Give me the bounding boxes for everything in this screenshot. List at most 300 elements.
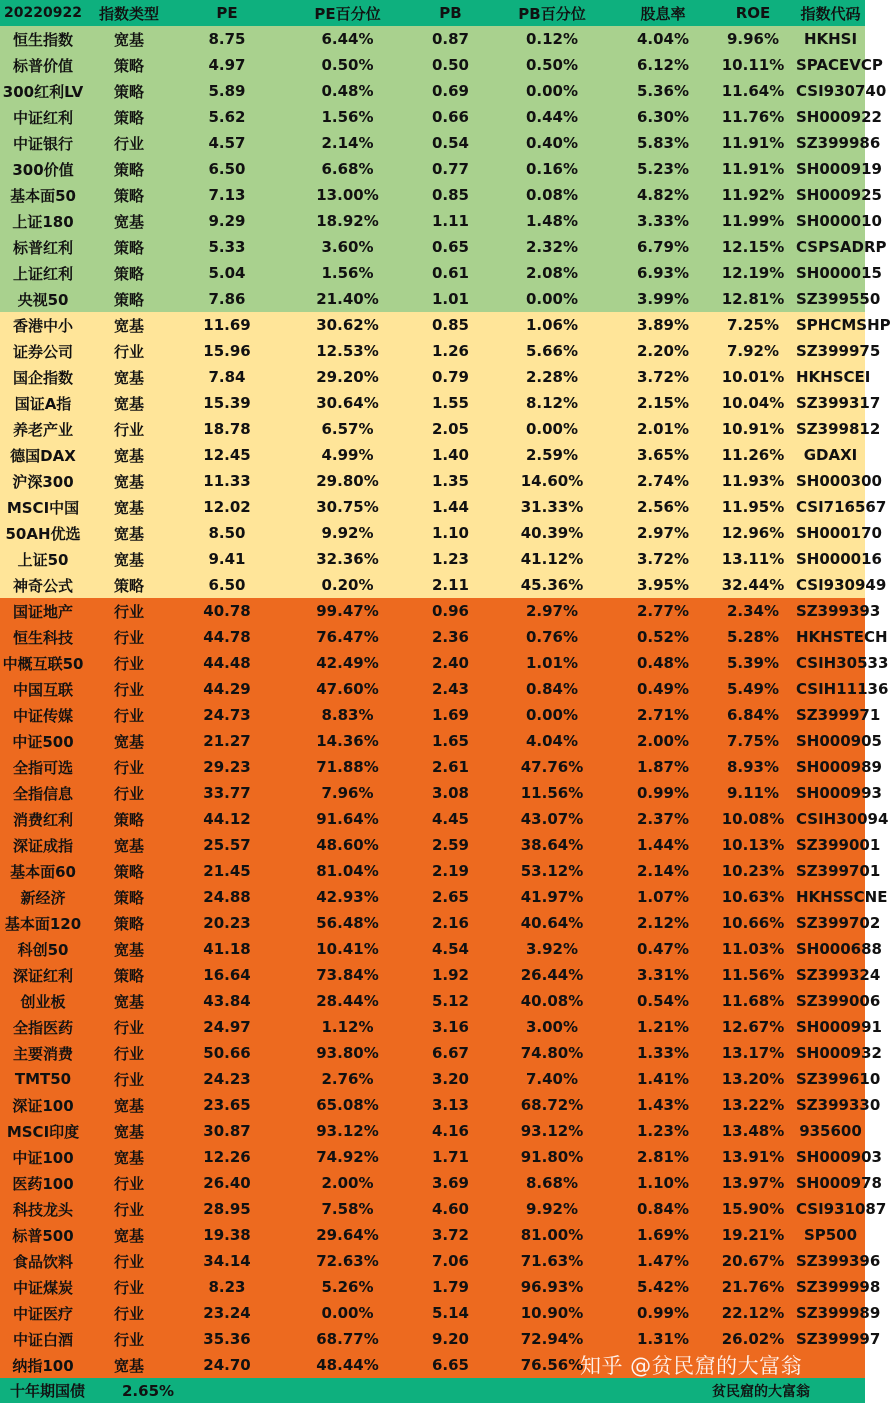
cell-index-type: 行业: [113, 680, 144, 699]
cell-pe-percentile: 48.60%: [316, 836, 379, 854]
cell-roe: 2.34%: [726, 602, 780, 620]
cell-index-code: CSI931087: [796, 1200, 887, 1218]
cell-pe: 15.96: [203, 342, 251, 360]
cell-index-name: 纳指100: [12, 1356, 74, 1375]
cell-index-name: 基本面60: [10, 862, 76, 881]
cell-index-name: 中概互联50: [2, 654, 84, 673]
cell-index-type: 宽基: [113, 1226, 144, 1245]
cell-index-name: 香港中小: [12, 316, 73, 335]
table-row: [0, 1066, 881, 1092]
cell-pe-percentile: 0.00%: [321, 1304, 374, 1322]
cell-roe: 15.90%: [721, 1200, 785, 1218]
cell-pe-percentile: 1.56%: [321, 108, 374, 126]
table-row: [0, 936, 882, 962]
header-pb-percentile: PB百分位: [518, 4, 586, 23]
cell-dividend-yield: 2.71%: [636, 706, 690, 724]
cell-index-code: CSIH11136: [796, 680, 889, 698]
cell-pb: 1.92: [431, 966, 469, 984]
cell-dividend-yield: 2.01%: [636, 420, 690, 438]
cell-pb-percentile: 0.00%: [525, 420, 579, 438]
cell-pb-percentile: 0.40%: [525, 134, 579, 152]
cell-pe-percentile: 2.14%: [321, 134, 374, 152]
cell-pe-percentile: 93.80%: [316, 1044, 379, 1062]
cell-pe-percentile: 6.68%: [321, 160, 374, 178]
cell-pe-percentile: 47.60%: [316, 680, 379, 698]
cell-index-code: SZ399986: [796, 134, 881, 152]
cell-roe: 11.95%: [721, 498, 785, 516]
cell-pb: 1.65: [431, 732, 469, 750]
cell-pb: 4.60: [431, 1200, 469, 1218]
cell-roe: 10.66%: [721, 914, 785, 932]
cell-pb: 1.55: [431, 394, 469, 412]
cell-pb-percentile: 53.12%: [520, 862, 584, 880]
cell-roe: 13.97%: [721, 1174, 785, 1192]
cell-pb: 3.20: [431, 1070, 469, 1088]
cell-pb-percentile: 0.50%: [525, 56, 579, 74]
table-row: [0, 910, 881, 936]
cell-index-name: 深证100: [12, 1096, 74, 1115]
cell-index-code: SH000989: [796, 758, 882, 776]
cell-pb-percentile: 0.08%: [525, 186, 579, 204]
cell-pe-percentile: 32.36%: [316, 550, 379, 568]
cell-pe: 5.04: [208, 264, 246, 282]
cell-index-code: CSIH30094: [796, 810, 889, 828]
cell-pe-percentile: 68.77%: [316, 1330, 379, 1348]
cell-pb: 0.66: [431, 108, 469, 126]
cell-index-code: GDAXI: [803, 446, 858, 464]
cell-dividend-yield: 2.81%: [636, 1148, 690, 1166]
cell-roe: 11.56%: [721, 966, 785, 984]
cell-pe-percentile: 30.62%: [316, 316, 379, 334]
cell-dividend-yield: 3.31%: [636, 966, 690, 984]
cell-index-name: 德国DAX: [10, 446, 76, 465]
cell-pe-percentile: 1.12%: [321, 1018, 374, 1036]
cell-pe-percentile: 71.88%: [316, 758, 379, 776]
cell-roe: 9.11%: [726, 784, 780, 802]
cell-dividend-yield: 2.97%: [636, 524, 690, 542]
cell-index-name: 全指可选: [12, 758, 73, 777]
cell-roe: 10.91%: [721, 420, 785, 438]
table-row: [0, 156, 882, 182]
cell-dividend-yield: 1.23%: [636, 1122, 690, 1140]
cell-index-name: 标普价值: [12, 56, 73, 75]
cell-pe: 4.97: [208, 56, 246, 74]
cell-pe-percentile: 7.58%: [321, 1200, 374, 1218]
table-row: [0, 312, 891, 338]
cell-index-code: HKHSCEI: [796, 368, 871, 386]
cell-pe-percentile: 0.20%: [321, 576, 374, 594]
cell-index-code: SZ399006: [796, 992, 881, 1010]
cell-index-name: 中证医疗: [12, 1304, 73, 1323]
cell-roe: 10.08%: [721, 810, 785, 828]
cell-pe-percentile: 42.93%: [316, 888, 379, 906]
header-date: 20220922: [4, 5, 82, 21]
cell-index-code: CSPSADRP: [796, 238, 887, 256]
cell-pb-percentile: 8.12%: [525, 394, 579, 412]
cell-pe-percentile: 42.49%: [316, 654, 379, 672]
cell-index-code: SH000010: [796, 212, 882, 230]
table-row: [0, 416, 881, 442]
cell-pb-percentile: 40.08%: [520, 992, 584, 1010]
cell-index-name: 科创50: [17, 940, 69, 959]
cell-pe-percentile: 6.57%: [321, 420, 374, 438]
cell-pb-percentile: 9.92%: [525, 1200, 579, 1218]
cell-pe: 23.65: [203, 1096, 251, 1114]
cell-roe: 26.02%: [721, 1330, 785, 1348]
table-row: [0, 520, 882, 546]
cell-pe-percentile: 2.00%: [321, 1174, 374, 1192]
cell-pb: 6.67: [431, 1044, 469, 1062]
cell-index-type: 行业: [113, 1200, 144, 1219]
cell-index-name: TMT50: [14, 1070, 72, 1088]
cell-index-name: 沪深300: [12, 472, 74, 491]
cell-pe: 44.78: [203, 628, 251, 646]
cell-index-name: 创业板: [20, 992, 66, 1011]
cell-pe: 16.64: [203, 966, 251, 984]
cell-index-code: SZ399971: [796, 706, 881, 724]
cell-pe: 11.33: [203, 472, 251, 490]
cell-index-type: 行业: [113, 628, 144, 647]
cell-pe: 24.70: [203, 1356, 251, 1374]
cell-index-code: SZ399701: [796, 862, 881, 880]
cell-pe: 5.33: [208, 238, 246, 256]
cell-pb-percentile: 8.68%: [525, 1174, 579, 1192]
cell-pb: 3.16: [431, 1018, 469, 1036]
cell-pe-percentile: 29.64%: [316, 1226, 379, 1244]
cell-pb-percentile: 47.76%: [520, 758, 584, 776]
cell-index-code: SZ399001: [796, 836, 881, 854]
cell-pe: 28.95: [203, 1200, 251, 1218]
cell-index-name: 全指医药: [12, 1018, 73, 1037]
cell-dividend-yield: 1.47%: [636, 1252, 690, 1270]
cell-pb: 2.19: [431, 862, 469, 880]
cell-index-type: 行业: [113, 1304, 144, 1323]
cell-index-type: 策略: [113, 810, 144, 829]
cell-pe: 24.97: [203, 1018, 251, 1036]
table-row: [0, 1014, 882, 1040]
cell-index-code: SZ399997: [796, 1330, 881, 1348]
cell-index-type: 行业: [113, 342, 144, 361]
cell-index-name: 中证传媒: [12, 706, 73, 725]
cell-pb: 0.61: [431, 264, 469, 282]
cell-index-type: 策略: [113, 862, 144, 881]
cell-dividend-yield: 0.49%: [636, 680, 690, 698]
cell-pe: 6.50: [208, 576, 246, 594]
cell-pb-percentile: 4.04%: [525, 732, 579, 750]
cell-pb: 0.54: [431, 134, 469, 152]
cell-index-type: 宽基: [113, 498, 144, 517]
table-row: [0, 104, 882, 130]
cell-pb: 2.16: [431, 914, 469, 932]
cell-roe: 10.01%: [721, 368, 785, 386]
cell-pe: 9.29: [208, 212, 246, 230]
cell-dividend-yield: 3.72%: [636, 550, 690, 568]
cell-roe: 11.76%: [721, 108, 785, 126]
table-row: [0, 234, 887, 260]
cell-index-code: SH000300: [796, 472, 882, 490]
cell-roe: 11.91%: [721, 134, 785, 152]
cell-dividend-yield: 1.31%: [636, 1330, 690, 1348]
cell-index-name: 中国互联: [12, 680, 73, 699]
cell-pb-percentile: 81.00%: [520, 1226, 584, 1244]
cell-index-name: 养老产业: [12, 420, 73, 439]
table-row: [0, 208, 882, 234]
cell-pb-percentile: 26.44%: [520, 966, 584, 984]
cell-roe: 5.39%: [726, 654, 780, 672]
cell-index-type: 策略: [113, 914, 144, 933]
cell-index-code: SZ399396: [796, 1252, 881, 1270]
cell-index-type: 行业: [113, 1252, 144, 1271]
cell-index-code: SZ399330: [796, 1096, 881, 1114]
cell-pb-percentile: 0.00%: [525, 82, 579, 100]
cell-pe: 19.38: [203, 1226, 251, 1244]
cell-pb: 2.40: [431, 654, 469, 672]
table-row: [0, 754, 882, 780]
cell-index-code: SH000015: [796, 264, 882, 282]
cell-dividend-yield: 5.42%: [636, 1278, 690, 1296]
header-pe-percentile: PE百分位: [314, 4, 381, 23]
cell-roe: 11.99%: [721, 212, 785, 230]
cell-dividend-yield: 3.89%: [636, 316, 690, 334]
cell-pe-percentile: 9.92%: [321, 524, 374, 542]
cell-pb: 0.65: [431, 238, 469, 256]
cell-dividend-yield: 5.83%: [636, 134, 690, 152]
cell-roe: 11.03%: [721, 940, 785, 958]
cell-index-type: 行业: [113, 654, 144, 673]
cell-pe-percentile: 14.36%: [316, 732, 379, 750]
cell-pb: 1.23: [431, 550, 469, 568]
cell-index-type: 宽基: [113, 1122, 144, 1141]
cell-pe-percentile: 76.47%: [316, 628, 379, 646]
cell-pe-percentile: 1.56%: [321, 264, 374, 282]
cell-pe: 43.84: [203, 992, 251, 1010]
cell-index-code: SZ399998: [796, 1278, 881, 1296]
cell-roe: 32.44%: [721, 576, 785, 594]
cell-pb-percentile: 72.94%: [520, 1330, 584, 1348]
cell-dividend-yield: 1.44%: [636, 836, 690, 854]
cell-roe: 22.12%: [721, 1304, 785, 1322]
cell-index-code: SPACEVCP: [796, 56, 883, 74]
cell-roe: 11.68%: [721, 992, 785, 1010]
cell-index-code: SH000932: [796, 1044, 882, 1062]
cell-roe: 6.84%: [726, 706, 780, 724]
table-row: [0, 338, 881, 364]
cell-dividend-yield: 6.30%: [636, 108, 690, 126]
cell-pe: 29.23: [203, 758, 251, 776]
cell-index-name: MSCI印度: [6, 1122, 80, 1141]
cell-index-type: 策略: [113, 290, 144, 309]
cell-pb: 0.85: [431, 186, 469, 204]
cell-dividend-yield: 3.72%: [636, 368, 690, 386]
cell-pe: 21.27: [203, 732, 251, 750]
cell-index-name: 新经济: [20, 888, 66, 907]
table-row: [0, 468, 882, 494]
cell-pb-percentile: 2.97%: [525, 602, 579, 620]
cell-roe: 7.25%: [726, 316, 780, 334]
cell-pe-percentile: 48.44%: [316, 1356, 379, 1374]
cell-pb-percentile: 14.60%: [520, 472, 584, 490]
cell-index-type: 宽基: [113, 836, 144, 855]
cell-pb-percentile: 2.32%: [525, 238, 579, 256]
cell-pb: 3.13: [431, 1096, 469, 1114]
cell-pe-percentile: 2.76%: [321, 1070, 374, 1088]
cell-roe: 7.75%: [726, 732, 780, 750]
cell-index-type: 宽基: [113, 550, 144, 569]
cell-pe: 4.57: [208, 134, 246, 152]
cell-pb-percentile: 74.80%: [520, 1044, 584, 1062]
cell-index-type: 行业: [113, 602, 144, 621]
cell-pb: 0.50: [431, 56, 469, 74]
cell-index-type: 宽基: [113, 316, 144, 335]
cell-pe: 7.13: [208, 186, 246, 204]
cell-pb-percentile: 3.92%: [525, 940, 579, 958]
table-row: [0, 832, 881, 858]
cell-index-name: 上证180: [12, 212, 74, 231]
cell-pe-percentile: 29.20%: [316, 368, 379, 386]
cell-pe: 12.02: [203, 498, 251, 516]
cell-roe: 13.91%: [721, 1148, 785, 1166]
cell-index-type: 宽基: [113, 992, 144, 1011]
cell-dividend-yield: 3.99%: [636, 290, 690, 308]
cell-dividend-yield: 1.41%: [636, 1070, 690, 1088]
cell-pe-percentile: 73.84%: [316, 966, 379, 984]
cell-pe: 34.14: [203, 1252, 251, 1270]
cell-pb: 1.71: [431, 1148, 469, 1166]
cell-index-type: 行业: [113, 784, 144, 803]
cell-pb-percentile: 2.08%: [525, 264, 579, 282]
cell-index-code: SH000170: [796, 524, 882, 542]
cell-index-name: 300价值: [12, 160, 74, 179]
header-pe: PE: [216, 4, 238, 22]
header-roe: ROE: [735, 4, 771, 22]
cell-pb: 0.79: [431, 368, 469, 386]
cell-index-code: SZ399975: [796, 342, 881, 360]
cell-pe: 26.40: [203, 1174, 251, 1192]
cell-dividend-yield: 3.33%: [636, 212, 690, 230]
cell-index-name: 中证银行: [12, 134, 73, 153]
cell-pb-percentile: 40.64%: [520, 914, 584, 932]
cell-dividend-yield: 2.12%: [636, 914, 690, 932]
cell-dividend-yield: 1.21%: [636, 1018, 690, 1036]
cell-dividend-yield: 1.07%: [636, 888, 690, 906]
cell-roe: 11.93%: [721, 472, 785, 490]
header-index-type: 指数类型: [98, 4, 159, 23]
cell-dividend-yield: 6.93%: [636, 264, 690, 282]
cell-pe-percentile: 5.26%: [321, 1278, 374, 1296]
cell-pe: 5.62: [208, 108, 246, 126]
table-row: [0, 1326, 881, 1352]
cell-index-code: SZ399317: [796, 394, 881, 412]
cell-index-name: 主要消费: [12, 1044, 73, 1063]
cell-pb: 1.10: [431, 524, 469, 542]
cell-pe: 6.50: [208, 160, 246, 178]
cell-dividend-yield: 5.36%: [636, 82, 690, 100]
cell-roe: 12.67%: [721, 1018, 785, 1036]
cell-index-code: HKHSTECH: [796, 628, 888, 646]
cell-pe: 33.77: [203, 784, 251, 802]
cell-index-code: SH000016: [796, 550, 882, 568]
cell-pe: 9.41: [208, 550, 246, 568]
cell-index-code: CSIH30533: [796, 654, 889, 672]
cell-pb-percentile: 5.66%: [525, 342, 579, 360]
cell-index-code: SH000993: [796, 784, 882, 802]
cell-pe-percentile: 12.53%: [316, 342, 379, 360]
cell-index-name: 央视50: [17, 290, 69, 309]
cell-index-type: 策略: [113, 160, 144, 179]
cell-index-type: 宽基: [113, 940, 144, 959]
cell-roe: 9.96%: [726, 30, 780, 48]
cell-index-name: 国证地产: [12, 602, 73, 621]
cell-pb: 5.12: [431, 992, 469, 1010]
cell-index-code: SH000905: [796, 732, 882, 750]
cell-pb-percentile: 38.64%: [520, 836, 584, 854]
cell-pe-percentile: 4.99%: [321, 446, 374, 464]
cell-dividend-yield: 2.14%: [636, 862, 690, 880]
cell-dividend-yield: 6.79%: [636, 238, 690, 256]
cell-index-type: 行业: [113, 1018, 144, 1037]
cell-pb-percentile: 0.12%: [525, 30, 579, 48]
cell-pb: 9.20: [431, 1330, 469, 1348]
table-row: [0, 650, 889, 676]
cell-index-type: 宽基: [113, 1096, 144, 1115]
cell-pe-percentile: 0.50%: [321, 56, 374, 74]
table-row: [0, 572, 887, 598]
cell-pb: 1.44: [431, 498, 469, 516]
cell-pb-percentile: 0.44%: [525, 108, 579, 126]
table-row: [0, 26, 865, 52]
bond-yield: 2.65%: [122, 1381, 175, 1400]
header-index-code: 指数代码: [800, 4, 861, 23]
watermark: 知乎 @贫民窟的大富翁: [580, 1354, 803, 1378]
cell-index-name: 50AH优选: [5, 524, 81, 543]
cell-index-name: 科技龙头: [12, 1200, 73, 1219]
cell-dividend-yield: 2.56%: [636, 498, 690, 516]
cell-index-code: SH000688: [796, 940, 882, 958]
cell-roe: 11.91%: [721, 160, 785, 178]
cell-dividend-yield: 0.99%: [636, 1304, 690, 1322]
cell-pb-percentile: 43.07%: [520, 810, 584, 828]
table-footer: [0, 1378, 865, 1403]
cell-roe: 11.92%: [721, 186, 785, 204]
cell-index-name: 中证白酒: [12, 1330, 73, 1349]
cell-pe-percentile: 93.12%: [316, 1122, 379, 1140]
cell-index-name: MSCI中国: [6, 498, 80, 517]
cell-roe: 19.21%: [721, 1226, 785, 1244]
cell-roe: 10.13%: [721, 836, 785, 854]
cell-roe: 21.76%: [721, 1278, 785, 1296]
cell-pe: 21.45: [203, 862, 251, 880]
cell-index-type: 宽基: [113, 446, 144, 465]
cell-index-name: 恒生科技: [12, 628, 73, 647]
cell-index-type: 宽基: [113, 212, 144, 231]
cell-roe: 11.64%: [721, 82, 785, 100]
cell-pb-percentile: 96.93%: [520, 1278, 584, 1296]
cell-dividend-yield: 3.65%: [636, 446, 690, 464]
table-row: [0, 546, 882, 572]
cell-index-type: 宽基: [113, 368, 144, 387]
table-row: [0, 858, 881, 884]
cell-pb-percentile: 0.76%: [525, 628, 579, 646]
cell-index-code: SH000903: [796, 1148, 882, 1166]
table-row: [0, 1300, 881, 1326]
cell-index-code: SZ399324: [796, 966, 881, 984]
cell-pe-percentile: 8.83%: [321, 706, 374, 724]
cell-pe: 7.84: [208, 368, 246, 386]
table-row: [0, 1170, 882, 1196]
cell-roe: 11.26%: [721, 446, 785, 464]
cell-pe: 44.48: [203, 654, 251, 672]
cell-index-code: SH000922: [796, 108, 882, 126]
